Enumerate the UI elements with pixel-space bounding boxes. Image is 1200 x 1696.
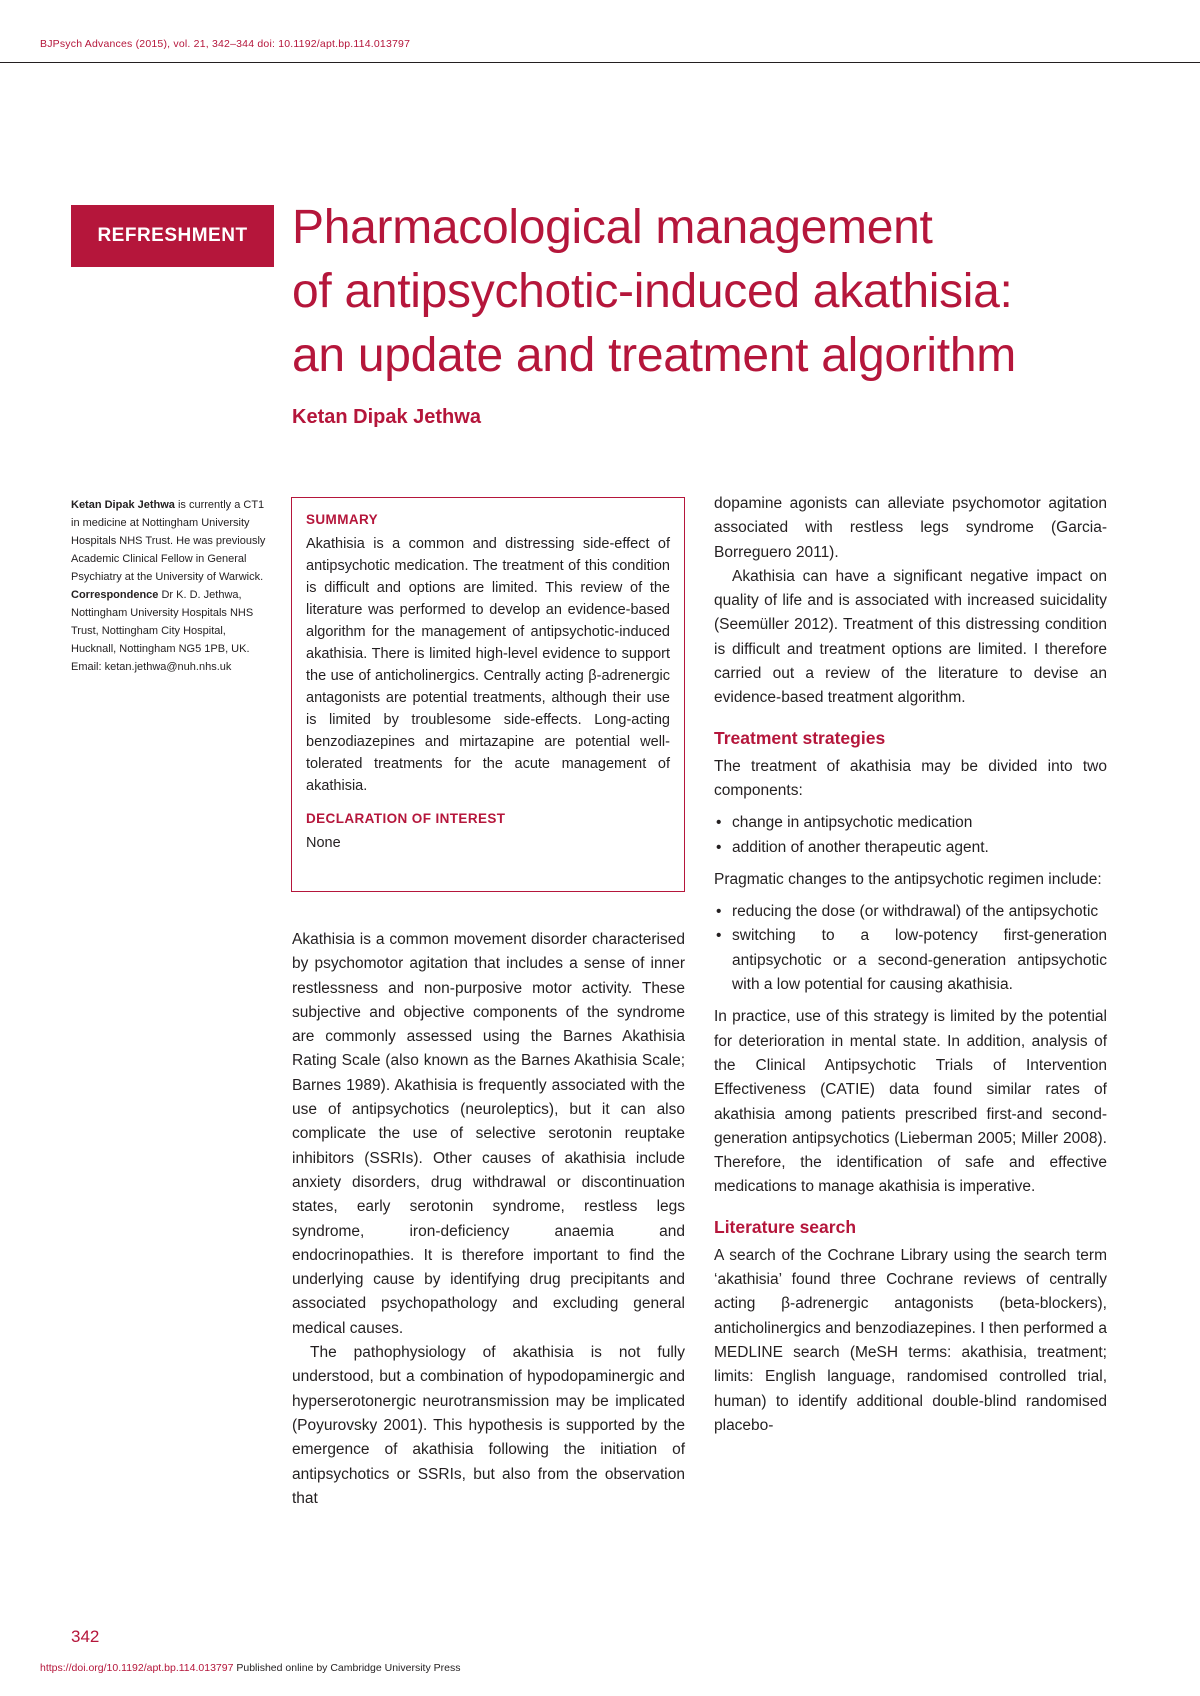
header-rule xyxy=(0,62,1200,63)
title-line-3: an update and treatment algorithm xyxy=(292,329,1016,382)
body-column-left xyxy=(292,928,685,1511)
right-paragraph-3: The treatment of akathisia may be divided into two components: xyxy=(714,757,1107,799)
author-bio xyxy=(71,496,271,676)
body-column-right xyxy=(714,492,1107,1438)
intro-paragraph-2: The pathophysiology of akathisia is not fully understood, but a combination of hypodopaminergic and hyperserotonergic neurotransmission may be implicated (Poyurovsky 2001). This hypothesis is supported by the emergence of akathisia following the initiation of antipsychotics or SSRIs, but also from the observation that xyxy=(292,1344,685,1507)
author-name: Ketan Dipak Jethwa xyxy=(292,406,481,428)
correspondence-text: Dr K. D. Jethwa, Nottingham University Hospitals NHS Trust, Nottingham City Hospital, Hucknall, Nottingham NG5 1PB, UK. Email: ketan.jethwa@nuh.nhs.uk xyxy=(71,589,254,673)
right-paragraph-6: A search of the Cochrane Library using the search term ‘akathisia’ found three Cochrane reviews of centrally acting β-adrenergic antagonists (beta-blockers), anticholinergics and benzodiazepines. I then performed a MEDLINE search (MeSH terms: akathisia, treatment; limits: English language, randomised controlled trial, human) to identify additional double-blind randomised placebo- xyxy=(714,1246,1107,1434)
right-paragraph-1: dopamine agonists can alleviate psychomotor agitation associated with restless legs syndrome (Garcia-Borreguero 2011). xyxy=(714,495,1107,561)
declaration-text: None xyxy=(306,835,341,851)
title-line-1: Pharmacological management xyxy=(292,201,933,254)
section-tag: REFRESHMENT xyxy=(71,205,274,267)
correspondence-label: Correspondence xyxy=(71,589,159,601)
heading-treatment-strategies: Treatment strategies xyxy=(714,727,886,748)
right-paragraph-5: In practice, use of this strategy is limited by the potential for deterioration in mental state. In addition, analysis of the Clinical Antipsychotic Trials of Intervention Effectiveness (CATIE) data found similar rates of akathisia among patients prescribed first-and second-generation antipsychotics (Lieberman 2005; Miller 2008). Therefore, the identification of safe and effective medications to manage akathisia is imperative. xyxy=(714,1008,1107,1196)
article-title xyxy=(292,196,1172,388)
bullet-list-2 xyxy=(714,900,1107,997)
right-paragraph-2: Akathisia can have a significant negative impact on quality of life and is associated with increased suicidality (Seemüller 2012). Treatment of this distressing condition is difficult and treatment options are limited. I therefore carried out a review of the literature to devise an evidence-based treatment algorithm. xyxy=(714,567,1107,707)
bio-text: is currently a CT1 in medicine at Nottingham University Hospitals NHS Trust. He was previously Academic Clinical Fellow in General Psychiatry at the University of Warwick. xyxy=(71,499,266,583)
summary-heading: SUMMARY xyxy=(306,512,379,527)
bio-name: Ketan Dipak Jethwa xyxy=(71,499,175,511)
page-number: 342 xyxy=(71,1627,100,1646)
footer-line xyxy=(40,1662,460,1674)
right-paragraph-4: Pragmatic changes to the antipsychotic regimen include: xyxy=(714,870,1102,888)
doi-link[interactable]: https://doi.org/10.1192/apt.bp.114.013797 xyxy=(40,1662,234,1674)
declaration-heading: DECLARATION OF INTEREST xyxy=(306,811,506,826)
title-line-2: of antipsychotic-induced akathisia: xyxy=(292,265,1013,318)
list-item: • addition of another therapeutic agent. xyxy=(714,836,1107,860)
summary-text: Akathisia is a common and distressing side-effect of antipsychotic medication. The treatment of this condition is difficult and options are limited. This review of the literature was performed to develop an evidence-based algorithm for the management of antipsychotic-induced akathisia. There is limited high-level evidence to support the use of anticholinergics. Centrally acting β-adrenergic antagonists are potential treatments, although their use is limited by troublesome side-effects. Long-acting benzodiazepines and mirtazapine are potential well-tolerated treatments for the acute management of akathisia. xyxy=(306,536,670,794)
list-item: • change in antipsychotic medication xyxy=(714,811,1107,835)
summary-box xyxy=(291,497,685,892)
intro-paragraph-1: Akathisia is a common movement disorder characterised by psychomotor agitation that includes a sense of inner restlessness and non-purposive motor activity. These subjective and objective components of the syndrome are commonly assessed using the Barnes Akathisia Rating Scale (also known as the Barnes Akathisia Scale; Barnes 1989). Akathisia is frequently associated with the use of antipsychotics (neuroleptics), but it can also complicate the use of selective serotonin reuptake inhibitors (SSRIs). Other causes of akathisia include anxiety disorders, drug withdrawal or discontinuation states, early serotonin syndrome, restless legs syndrome, iron-deficiency anaemia and endocrinopathies. It is therefore important to find the underlying cause by identifying drug precipitants and associated psychopathology and excluding general medical causes. xyxy=(292,931,685,1337)
list-item: • switching to a low-potency first-generation antipsychotic or a second-generation antipsychotic with a low potential for causing akathisia. xyxy=(714,924,1107,997)
bullet-list-1 xyxy=(714,811,1107,860)
journal-header: BJPsych Advances (2015), vol. 21, 342–344 doi: 10.1192/apt.bp.114.013797 xyxy=(40,38,411,50)
heading-literature-search: Literature search xyxy=(714,1216,857,1237)
published-note: Published online by Cambridge University Press xyxy=(233,1662,461,1674)
list-item: • reducing the dose (or withdrawal) of the antipsychotic xyxy=(714,900,1107,924)
